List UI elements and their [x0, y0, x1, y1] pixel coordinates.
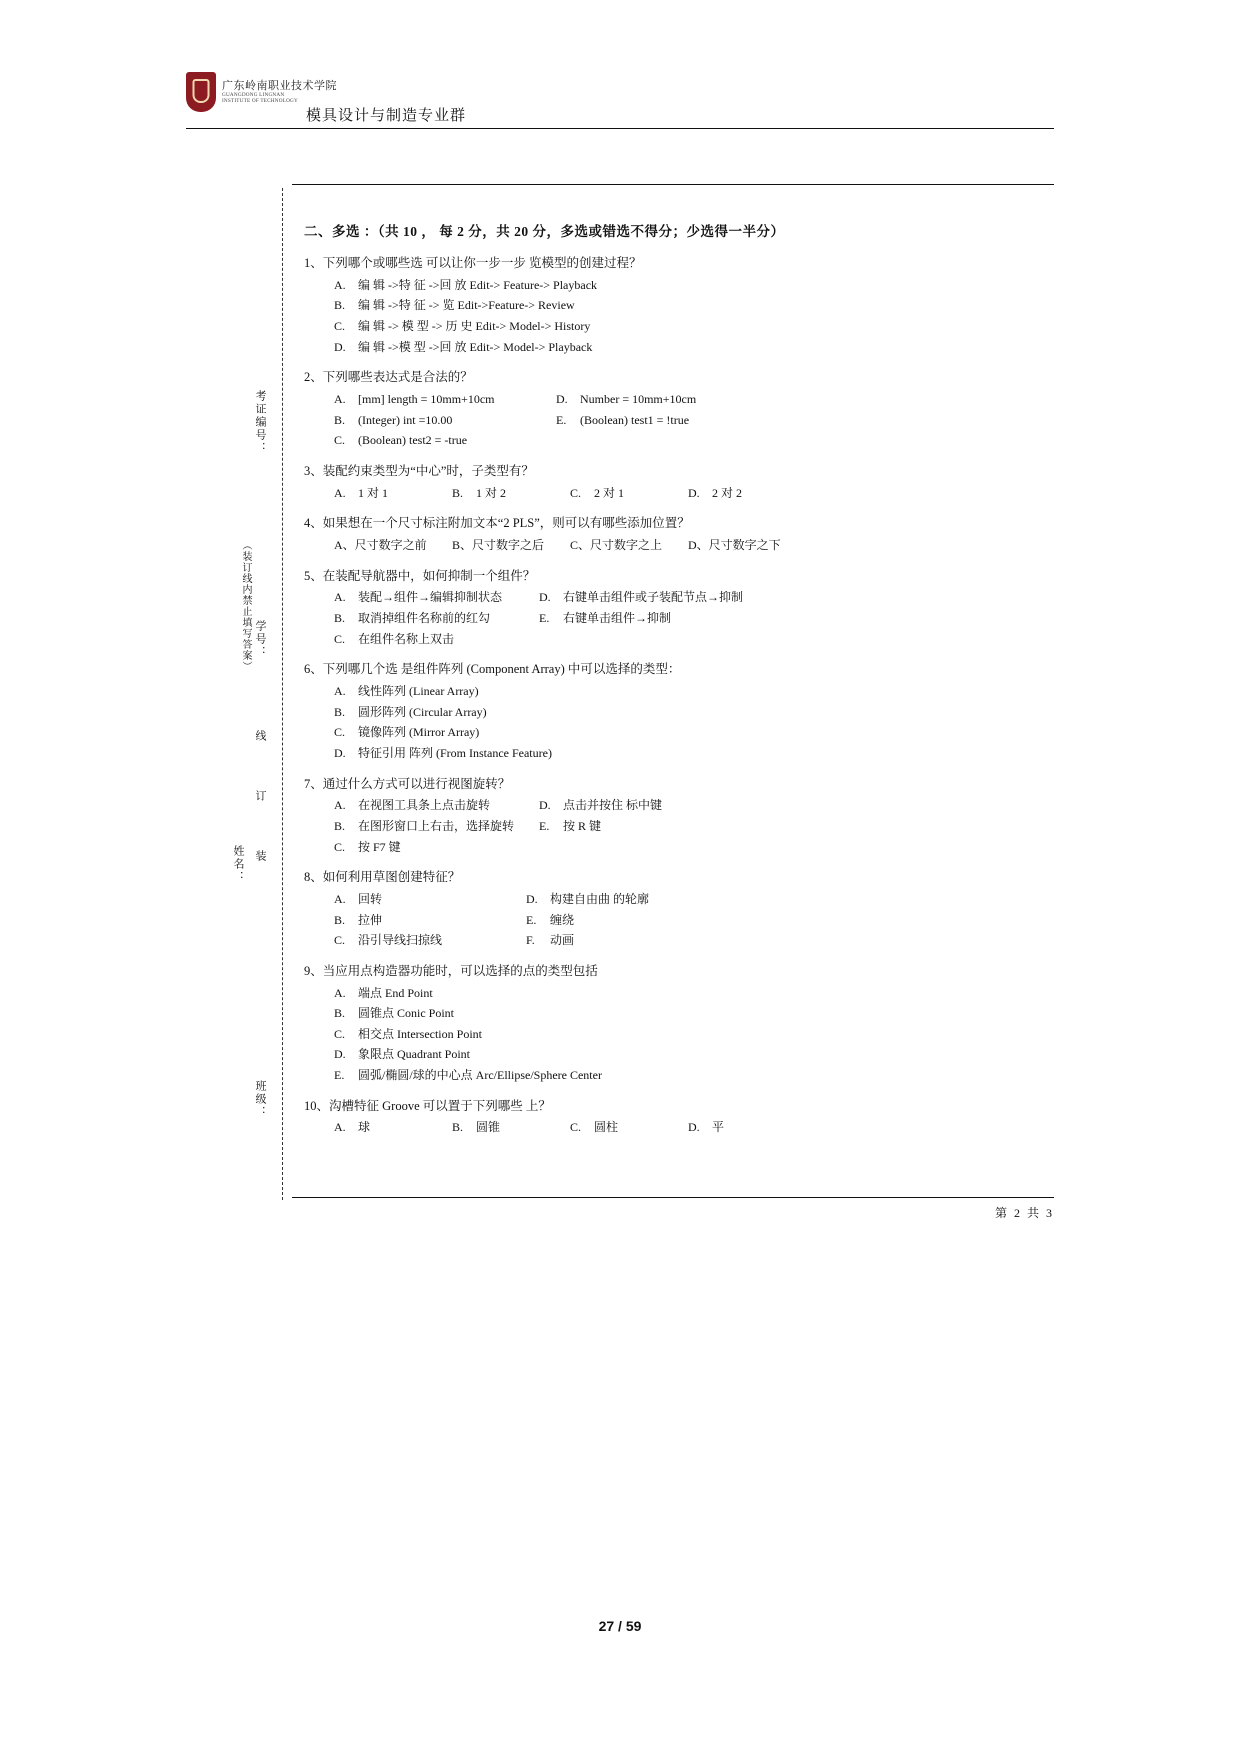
option-text: 象限点 Quadrant Point — [358, 1047, 470, 1062]
option-row[interactable] — [334, 983, 1044, 1004]
logo-text — [222, 80, 337, 104]
option-text: 动画 — [550, 933, 575, 948]
option-key: B. — [452, 485, 464, 500]
option-text: 右键单击组件→抑制 — [563, 611, 672, 625]
option-key: A. — [334, 985, 346, 1000]
option-text: 镜像阵列 (Mirror Array) — [358, 725, 480, 740]
question-number: 6、 — [304, 662, 323, 677]
option-key: A. — [334, 485, 346, 500]
option-key: E. — [556, 412, 567, 427]
page-title: 模具设计与制造专业群 — [306, 108, 467, 124]
option-text: 1 对 1 — [358, 485, 389, 500]
option-row[interactable] — [334, 587, 1044, 608]
question-stem — [304, 462, 1044, 481]
option-text: 在组件名称上双击 — [358, 631, 455, 646]
class-label: 班级： — [254, 1080, 266, 1119]
question-number: 7、 — [304, 776, 323, 791]
question-text: 下列哪几个选 是组件阵列 (Component Array) 中可以选择的类型： — [322, 662, 681, 677]
question-number: 4、 — [304, 516, 323, 531]
option-key: C. — [334, 839, 346, 854]
question-stem — [304, 775, 1044, 794]
option-row[interactable] — [334, 410, 1044, 431]
option-key: B. — [452, 1120, 464, 1135]
logo-english-line1: GUANGDONG LINGNAN — [222, 92, 285, 98]
document-page-number: 27 / 59 — [598, 1618, 642, 1634]
option-key: A. — [334, 684, 346, 698]
question-text: 在装配导航器中，如何抑制一个组件？ — [322, 568, 536, 583]
option-text: D、尺寸数字之下 — [688, 538, 781, 552]
question-item — [304, 567, 1044, 650]
option-key: C. — [334, 933, 346, 948]
option-key: E. — [334, 1068, 345, 1082]
option-row[interactable] — [334, 1117, 1044, 1138]
option-key: E. — [539, 611, 550, 625]
option-row[interactable] — [334, 743, 1044, 764]
option-key: C. — [334, 433, 346, 448]
question-item — [304, 868, 1044, 951]
binding-dashed-line — [282, 188, 283, 1200]
option-text: 1 对 2 — [476, 485, 507, 500]
option-key: D. — [556, 392, 568, 406]
option-text: 端点 End Point — [358, 985, 433, 1000]
option-row[interactable] — [334, 389, 1044, 410]
option-key: E. — [539, 818, 550, 833]
option-row[interactable] — [334, 608, 1044, 629]
option-key: D. — [526, 891, 538, 906]
option-key: A. — [334, 1120, 346, 1135]
option-list — [304, 681, 1044, 764]
question-text: 下列哪个或哪些选 可以让你一步一步 览模型的创建过程？ — [322, 256, 642, 270]
name-label: 姓名： — [232, 845, 244, 884]
question-item — [304, 514, 1044, 555]
option-key: C. — [334, 631, 346, 646]
option-row[interactable] — [334, 1003, 1044, 1024]
option-text: Number = 10mm+10cm — [580, 392, 697, 406]
option-text: 编 辑 ->特 征 -> 览 Edit->Feature-> Review — [358, 298, 575, 313]
exam-content — [304, 220, 1044, 1149]
question-number: 9、 — [304, 963, 323, 978]
staple-label: 订 — [254, 790, 266, 803]
question-stem — [304, 368, 1044, 387]
option-key: A. — [334, 277, 346, 292]
seal-note-label: （装订线内禁止填写答案） — [240, 540, 251, 672]
option-text: 平 — [712, 1120, 725, 1135]
option-row[interactable] — [334, 275, 1044, 296]
option-key: B. — [334, 1006, 346, 1021]
option-key: C. — [570, 1120, 582, 1135]
option-text: 构建自由曲 的轮廓 — [550, 891, 650, 906]
option-list — [304, 275, 1044, 358]
option-text: 右键单击组件或子装配节点→抑制 — [563, 590, 744, 605]
option-row[interactable] — [334, 337, 1044, 358]
option-text: 拉伸 — [358, 912, 383, 927]
option-text: C、尺寸数字之上 — [570, 538, 663, 552]
question-stem — [304, 567, 1044, 586]
page-header — [186, 72, 1054, 134]
option-key: B. — [334, 704, 346, 719]
option-text: 线性阵列 (Linear Array) — [358, 684, 479, 698]
question-item — [304, 962, 1044, 1086]
logo-english-line2: INSTITUTE OF TECHNOLOGY — [222, 98, 298, 104]
option-text: 缠绕 — [550, 912, 575, 927]
option-text: 圆弧/椭圆/球的中心点 Arc/Ellipse/Sphere Center — [358, 1068, 602, 1082]
option-list — [304, 1117, 1044, 1138]
option-key: F. — [526, 933, 535, 948]
option-text: 按 R 键 — [563, 818, 602, 833]
question-text: 沟槽特征 Groove 可以置于下列哪些 上？ — [329, 1098, 551, 1113]
question-stem — [304, 868, 1044, 887]
option-text: 在视图工具条上点击旋转 — [358, 798, 491, 813]
sheet-footer: 第 2 共 3 — [994, 1206, 1054, 1220]
option-text: 圆锥点 Conic Point — [358, 1006, 455, 1021]
option-text: 编 辑 ->特 征 ->回 放 Edit-> Feature-> Playback — [358, 277, 598, 292]
option-row[interactable] — [334, 430, 1044, 451]
option-key: C. — [570, 485, 582, 500]
question-item — [304, 660, 1044, 763]
top-divider — [292, 184, 1054, 185]
option-row[interactable] — [334, 795, 1044, 816]
option-key: D. — [334, 745, 346, 760]
shield-icon — [186, 72, 216, 112]
option-key: B. — [334, 611, 346, 625]
exam-number-label: 考证编号： — [254, 390, 266, 455]
logo-chinese-name: 广东岭南职业技术学院 — [222, 79, 337, 92]
question-number: 5、 — [304, 568, 323, 583]
option-key: B. — [334, 412, 346, 427]
option-key: B. — [334, 912, 346, 927]
option-row[interactable] — [334, 681, 1044, 702]
option-key: D. — [334, 339, 346, 354]
option-text: 装配→组件→编辑抑制状态 — [358, 590, 503, 605]
option-text: 回转 — [358, 891, 383, 906]
option-row[interactable] — [334, 702, 1044, 723]
question-text: 下列哪些表达式是合法的？ — [322, 370, 473, 385]
option-key: D. — [334, 1047, 346, 1062]
question-number: 2、 — [304, 370, 323, 385]
option-text: 圆柱 — [594, 1120, 619, 1135]
option-row[interactable] — [334, 722, 1044, 743]
option-key: C. — [334, 1026, 346, 1041]
option-text: A、尺寸数字之前 — [334, 538, 427, 552]
option-key: C. — [334, 725, 346, 740]
option-key: A. — [334, 891, 346, 906]
option-text: (Boolean) test2 = -true — [358, 433, 468, 448]
question-stem — [304, 1097, 1044, 1116]
option-text: 按 F7 键 — [358, 839, 401, 854]
option-row[interactable] — [334, 910, 1044, 931]
question-number: 8、 — [304, 870, 323, 885]
question-item — [304, 368, 1044, 451]
option-key: A. — [334, 590, 346, 605]
option-row[interactable] — [334, 316, 1044, 337]
option-text: 相交点 Intersection Point — [358, 1026, 482, 1041]
question-text: 通过什么方式可以进行视图旋转？ — [322, 776, 511, 791]
question-number: 1、 — [304, 256, 323, 270]
option-text: 点击并按住 标中键 — [563, 798, 663, 813]
option-row[interactable] — [334, 930, 1044, 951]
option-row[interactable] — [334, 1024, 1044, 1045]
line-label: 线 — [254, 730, 266, 743]
option-row[interactable] — [334, 295, 1044, 316]
option-list — [304, 795, 1044, 857]
option-key: A. — [334, 798, 346, 813]
question-stem — [304, 962, 1044, 981]
exam-sheet — [186, 160, 1054, 1330]
question-item — [304, 1097, 1044, 1138]
option-key: D. — [539, 590, 551, 605]
option-text: (Boolean) test1 = !true — [580, 412, 690, 427]
option-row[interactable] — [334, 629, 1044, 650]
question-item — [304, 775, 1044, 858]
option-text: 2 对 1 — [594, 485, 625, 500]
question-item — [304, 462, 1044, 503]
option-key: A. — [334, 392, 346, 406]
option-key: E. — [526, 912, 537, 927]
option-list — [304, 389, 1044, 451]
question-stem — [304, 514, 1044, 533]
option-text: 在图形窗口上右击，选择旋转 — [358, 818, 515, 833]
student-number-label: 学号： — [254, 620, 266, 659]
option-list — [304, 535, 1044, 556]
option-row[interactable] — [334, 837, 1044, 858]
option-text: 沿引导线扫掠线 — [358, 933, 443, 948]
question-stem — [304, 254, 1044, 273]
option-list — [304, 889, 1044, 951]
option-key: C. — [334, 319, 346, 333]
seal-label: 装 — [254, 850, 266, 863]
option-text: 2 对 2 — [712, 485, 743, 500]
option-text: B、尺寸数字之后 — [452, 538, 545, 552]
bottom-divider — [292, 1197, 1054, 1198]
option-key: D. — [688, 485, 700, 500]
option-list — [304, 483, 1044, 504]
option-row[interactable] — [334, 1065, 1044, 1086]
question-text: 如何利用草图创建特征？ — [322, 870, 461, 885]
option-key: B. — [334, 298, 346, 313]
option-row[interactable] — [334, 1044, 1044, 1065]
option-list — [304, 587, 1044, 649]
option-row[interactable] — [334, 816, 1044, 837]
option-text: 圆形阵列 (Circular Array) — [358, 704, 487, 719]
option-text: 编 辑 -> 模 型 -> 历 史 Edit-> Model-> History — [358, 319, 591, 333]
option-text: 球 — [358, 1120, 371, 1135]
question-number: 10、 — [304, 1098, 330, 1113]
option-key: D. — [688, 1120, 700, 1135]
option-text: 圆锥 — [476, 1120, 501, 1135]
option-key: D. — [539, 798, 551, 813]
option-text: 编 辑 ->模 型 ->回 放 Edit-> Model-> Playback — [358, 339, 593, 354]
option-row[interactable] — [334, 889, 1044, 910]
question-text: 如果想在一个尺寸标注附加文本“2 PLS”，则可以有哪些添加位置？ — [322, 516, 690, 531]
binding-margin-labels — [232, 190, 282, 1200]
question-text: 当应用点构造器功能时，可以选择的点的类型包括 — [322, 963, 598, 978]
option-text: 特征引用 阵列 (From Instance Feature) — [358, 745, 552, 760]
option-text: 取消掉组件名称前的红勾 — [358, 611, 491, 625]
option-list — [304, 983, 1044, 1086]
option-text: [mm] length = 10mm+10cm — [358, 392, 495, 406]
option-row[interactable] — [334, 535, 1044, 556]
question-text: 装配约束类型为“中心”时，子类型有？ — [322, 463, 534, 478]
question-number: 3、 — [304, 463, 323, 478]
option-text: (Integer) int =10.00 — [358, 412, 453, 427]
question-stem — [304, 660, 1044, 679]
header-divider — [186, 128, 1054, 129]
option-key: B. — [334, 818, 346, 833]
section-title: 二、多选 ：（共 10 ， 每 2 分，共 20 分，多选或错选不得分；少选得一半分） — [304, 224, 785, 239]
option-row[interactable] — [334, 483, 1044, 504]
question-item — [304, 254, 1044, 357]
